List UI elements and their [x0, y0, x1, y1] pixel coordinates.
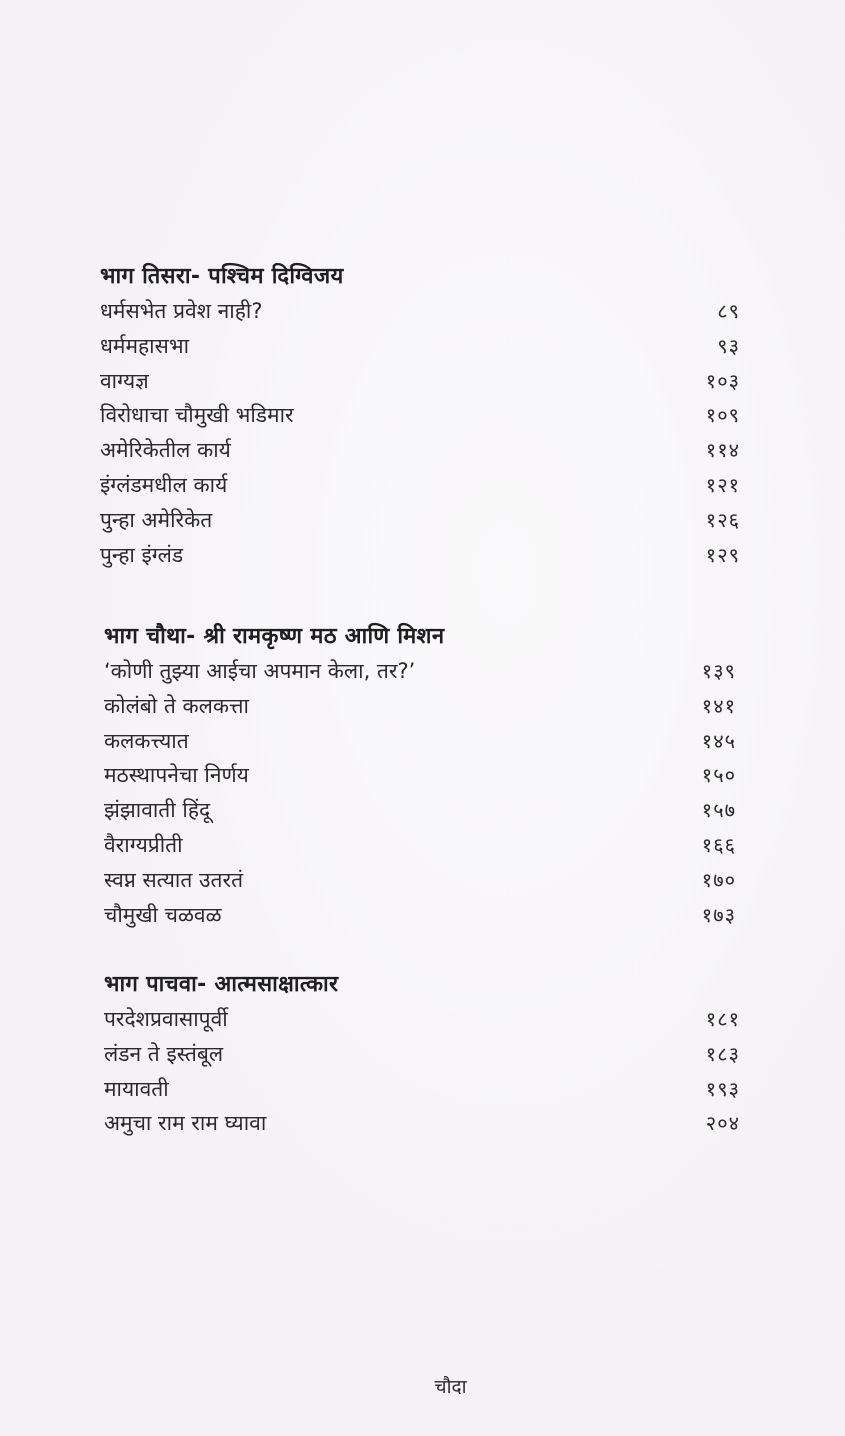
entry-page-number: १५० — [701, 763, 736, 788]
entry-page-number: १०३ — [705, 368, 740, 393]
entry-page-number: १४५ — [701, 728, 736, 753]
toc-entry — [104, 724, 736, 759]
entry-page-number: १४१ — [701, 693, 736, 718]
entry-title: परदेशप्रवासापूर्वी — [104, 1007, 228, 1031]
entry-title: पुन्हा अमेरिकेत — [100, 507, 213, 532]
toc-entry — [104, 1072, 740, 1107]
section-heading: भाग चौथा- श्री रामकृष्ण मठ आणि मिशन — [104, 624, 445, 649]
entry-page-number: १३९ — [701, 659, 736, 683]
toc-entry — [104, 1002, 740, 1037]
entry-page-number: ११४ — [705, 438, 740, 463]
entry-title: विरोधाचा चौमुखी भडिमार — [100, 403, 294, 428]
entry-title: चौमुखी चळवळ — [104, 902, 222, 927]
entry-page-number: १७३ — [701, 902, 736, 927]
toc-entry — [104, 1106, 740, 1141]
entry-title: लंडन ते इस्तंबूल — [104, 1041, 224, 1066]
toc-entry — [104, 758, 736, 793]
toc-entry — [104, 863, 736, 898]
toc-entry — [104, 793, 736, 828]
entry-page-number: ८९ — [717, 299, 740, 323]
toc-entry — [100, 329, 740, 364]
entry-title: स्वप्न सत्यात उतरतं — [104, 867, 244, 892]
entry-title: धर्ममहासभा — [100, 333, 190, 358]
entry-title: झंझावाती हिंदू — [104, 798, 211, 823]
toc-entry — [100, 503, 740, 538]
section-heading: भाग तिसरा- पश्चिम दिग्विजय — [100, 264, 344, 289]
entry-title: कलकत्त्यात — [104, 728, 189, 753]
entry-title: मायावती — [104, 1076, 169, 1101]
entry-page-number: १८१ — [705, 1007, 740, 1031]
entry-page-number: १२६ — [705, 507, 740, 532]
toc-entry — [104, 689, 736, 724]
toc-entry — [100, 294, 740, 329]
toc-section — [104, 968, 740, 1141]
entry-page-number: १५७ — [701, 798, 736, 823]
entry-title: पुन्हा इंग्लंड — [100, 542, 184, 567]
toc-entry — [104, 898, 736, 933]
entry-title: कोलंबो ते कलकत्ता — [104, 693, 249, 718]
toc-entry — [100, 538, 740, 573]
page-number-label: चौदा — [434, 1376, 467, 1398]
toc-entry — [100, 364, 740, 399]
entry-title: ‘कोणी तुझ्या आईचा अपमान केला, तर?’ — [104, 659, 416, 683]
entry-title: धर्मसभेत प्रवेश नाही? — [100, 299, 263, 323]
entry-page-number: १९३ — [705, 1076, 740, 1101]
entry-title: वैराग्यप्रीती — [104, 832, 183, 857]
entry-page-number: १६६ — [701, 832, 736, 857]
entry-page-number: १०९ — [705, 403, 740, 428]
entry-page-number: १७० — [701, 867, 736, 892]
entry-title: मठस्थापनेचा निर्णय — [104, 763, 249, 788]
toc-entry — [104, 654, 736, 689]
entry-title: इंग्लंडमधील कार्य — [100, 472, 228, 497]
entry-page-number: १८३ — [705, 1041, 740, 1066]
entry-page-number: १२९ — [705, 542, 740, 567]
entry-title: अमुचा राम राम घ्यावा — [104, 1111, 267, 1136]
section-heading: भाग पाचवा- आत्मसाक्षात्कार — [104, 972, 339, 997]
entry-page-number: १२१ — [705, 472, 740, 497]
entry-page-number: ९३ — [717, 333, 740, 358]
entry-page-number: २०४ — [705, 1111, 740, 1136]
toc-entry — [100, 433, 740, 468]
page-footer — [0, 1373, 845, 1401]
toc-entry — [104, 1037, 740, 1072]
toc-section — [100, 260, 740, 572]
entry-title: अमेरिकेतील कार्य — [100, 438, 231, 463]
entry-title: वाग्यज्ञ — [100, 368, 149, 393]
toc-entry — [104, 828, 736, 863]
toc-section — [104, 620, 736, 932]
toc-entry — [100, 468, 740, 503]
toc-entry — [100, 398, 740, 433]
